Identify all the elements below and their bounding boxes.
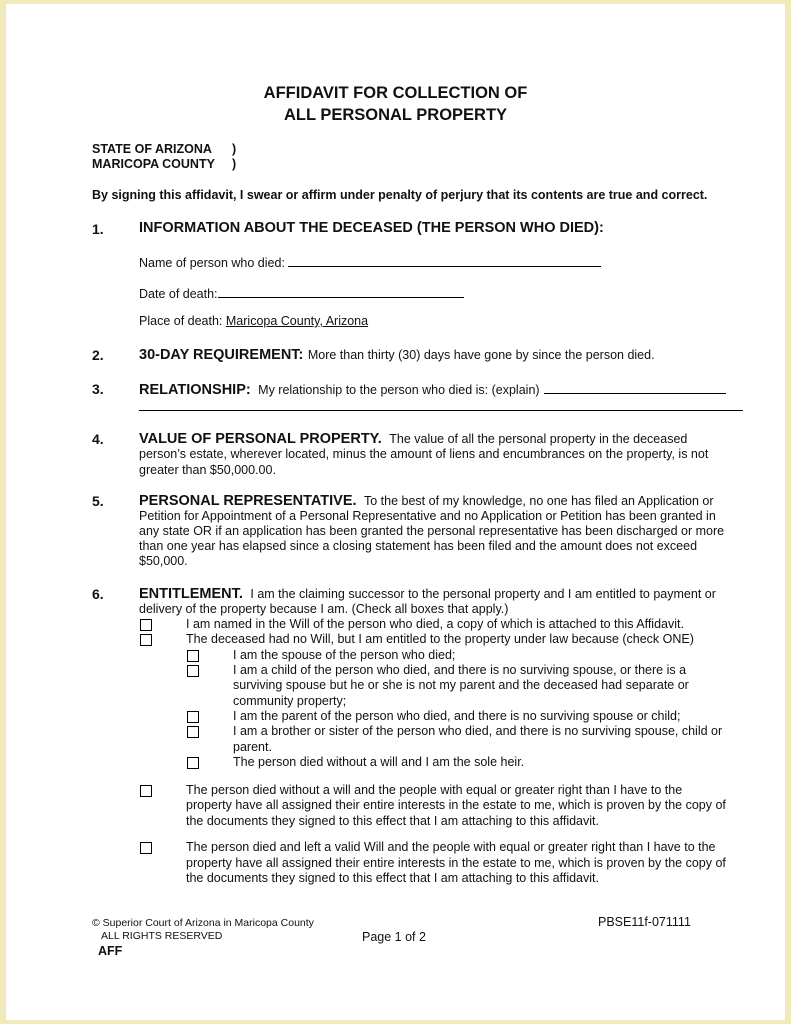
name-of-deceased-field[interactable] [288,253,601,267]
checkbox-assigned-no-will[interactable] [140,785,152,797]
section-6-text-2: delivery of the property because I am. (Check all boxes that apply.) [139,602,509,616]
section-1-number: 1. [92,221,104,237]
option-assigned-with-will-3: the documents they signed to this effect that I am attaching to this affidavit. [186,871,599,885]
section-6-heading: ENTITLEMENT. [139,586,243,602]
venue-state: STATE OF ARIZONA [92,142,212,156]
section-2-text: More than thirty (30) days have gone by since the person died. [307,348,655,362]
footer-form-id: PBSE11f-071111 [598,915,691,929]
section-5-text-4: than one year has elapsed since a closing statement has been filed and the amount does not exceed [139,539,698,553]
section-4-number: 4. [92,431,104,447]
place-of-death-row [139,314,368,329]
sub-option-sibling-2: parent. [233,740,272,754]
name-of-deceased-row [139,253,601,271]
checkbox-parent[interactable] [187,711,199,723]
footer-rights: ALL RIGHTS RESERVED [101,930,223,942]
relationship-continuation-line[interactable] [139,410,743,411]
venue-paren-2: ) [232,157,237,171]
sub-option-parent: I am the parent of the person who died, and there is no surviving spouse or child; [233,709,681,723]
sub-option-child-1: I am a child of the person who died, and there is no surviving spouse, or there is a [233,663,687,677]
section-4-text-3: greater than $50,000.00. [139,463,276,477]
relationship-field[interactable] [544,380,726,394]
section-2-row [139,346,655,364]
option-assigned-no-will-2: property have all assigned their entire interests in the estate to me, which is proven by the copy of [186,798,726,812]
section-5-text-1: To the best of my knowledge, no one has filed an Application or [364,494,714,508]
place-of-death-value[interactable]: Maricopa County, Arizona [225,314,369,328]
checkbox-named-in-will[interactable] [140,619,152,631]
section-5-number: 5. [92,493,104,509]
section-4-line-1 [139,430,687,448]
sub-option-sibling-1: I am a brother or sister of the person who died, and there is no surviving spouse, child or [233,724,723,738]
section-5-text-2: Petition for Appointment of a Personal Representative and no Application or Petition has been granted in [139,509,716,523]
section-3-heading: RELATIONSHIP: [139,382,251,398]
date-of-death-field[interactable] [218,284,464,298]
document-page [6,4,785,1020]
section-5-heading: PERSONAL REPRESENTATIVE. [139,493,357,509]
section-3-text: My relationship to the person who died is: (explain) [258,383,540,397]
section-6-number: 6. [92,586,104,602]
document-title-line-2: ALL PERSONAL PROPERTY [283,106,508,124]
option-no-will: The deceased had no Will, but I am entitled to the property under law because (check ONE) [186,632,694,646]
footer-code: AFF [98,944,123,958]
option-assigned-no-will-3: the documents they signed to this effect that I am attaching to this affidavit. [186,814,599,828]
checkbox-sole-heir[interactable] [187,757,199,769]
section-2-heading: 30-DAY REQUIREMENT: [139,347,304,363]
venue-paren-1: ) [232,142,237,156]
sub-option-sole-heir: The person died without a will and I am the sole heir. [233,755,525,769]
option-assigned-no-will-1: The person died without a will and the people with equal or greater right than I have to the [186,783,683,797]
section-5-text-3: any state OR if an application has been granted the personal representative has been discharged or more [139,524,725,538]
venue-county: MARICOPA COUNTY [92,157,215,171]
section-4-text-2: person’s estate, wherever located, minus the amount of liens and encumbrances on the property, is not [139,447,709,461]
sub-option-child-3: community property; [233,694,347,708]
date-of-death-label: Date of death: [139,287,218,301]
checkbox-child[interactable] [187,665,199,677]
option-named-in-will: I am named in the Will of the person who died, a copy of which is attached to this Affidavit. [186,617,684,631]
date-of-death-row [139,284,464,302]
checkbox-spouse[interactable] [187,650,199,662]
section-6-line-1 [139,585,716,603]
footer-page-number: Page 1 of 2 [362,930,426,944]
section-3-number: 3. [92,381,104,397]
section-2-number: 2. [92,347,104,363]
checkbox-no-will[interactable] [140,634,152,646]
section-6-text-1: I am the claiming successor to the personal property and I am entitled to payment or [250,587,716,601]
section-5-text-5: $50,000. [139,554,188,568]
sub-option-child-2: surviving spouse but he or she is not my parent and the deceased had separate or [233,678,689,692]
footer-copyright: © Superior Court of Arizona in Maricopa County [92,917,314,929]
checkbox-sibling[interactable] [187,726,199,738]
option-assigned-with-will-1: The person died and left a valid Will and the people with equal or greater right than I have to the [186,840,716,854]
place-of-death-label: Place of death: [139,314,223,328]
section-5-line-1 [139,492,714,510]
section-3-row [139,380,726,399]
section-4-heading: VALUE OF PERSONAL PROPERTY. [139,431,382,447]
checkbox-assigned-with-will[interactable] [140,842,152,854]
name-of-deceased-label: Name of person who died: [139,256,285,270]
sub-option-spouse: I am the spouse of the person who died; [233,648,456,662]
document-title-line-1: AFFIDAVIT FOR COLLECTION OF [263,84,528,102]
section-4-text-1: The value of all the personal property in the deceased [389,432,688,446]
option-assigned-with-will-2: property have all assigned their entire interests in the estate to me, which is proven by the copy of [186,856,726,870]
section-1-heading: INFORMATION ABOUT THE DECEASED (THE PERSON WHO DIED): [139,220,604,236]
oath-statement: By signing this affidavit, I swear or affirm under penalty of perjury that its contents are true and correct. [92,188,708,202]
